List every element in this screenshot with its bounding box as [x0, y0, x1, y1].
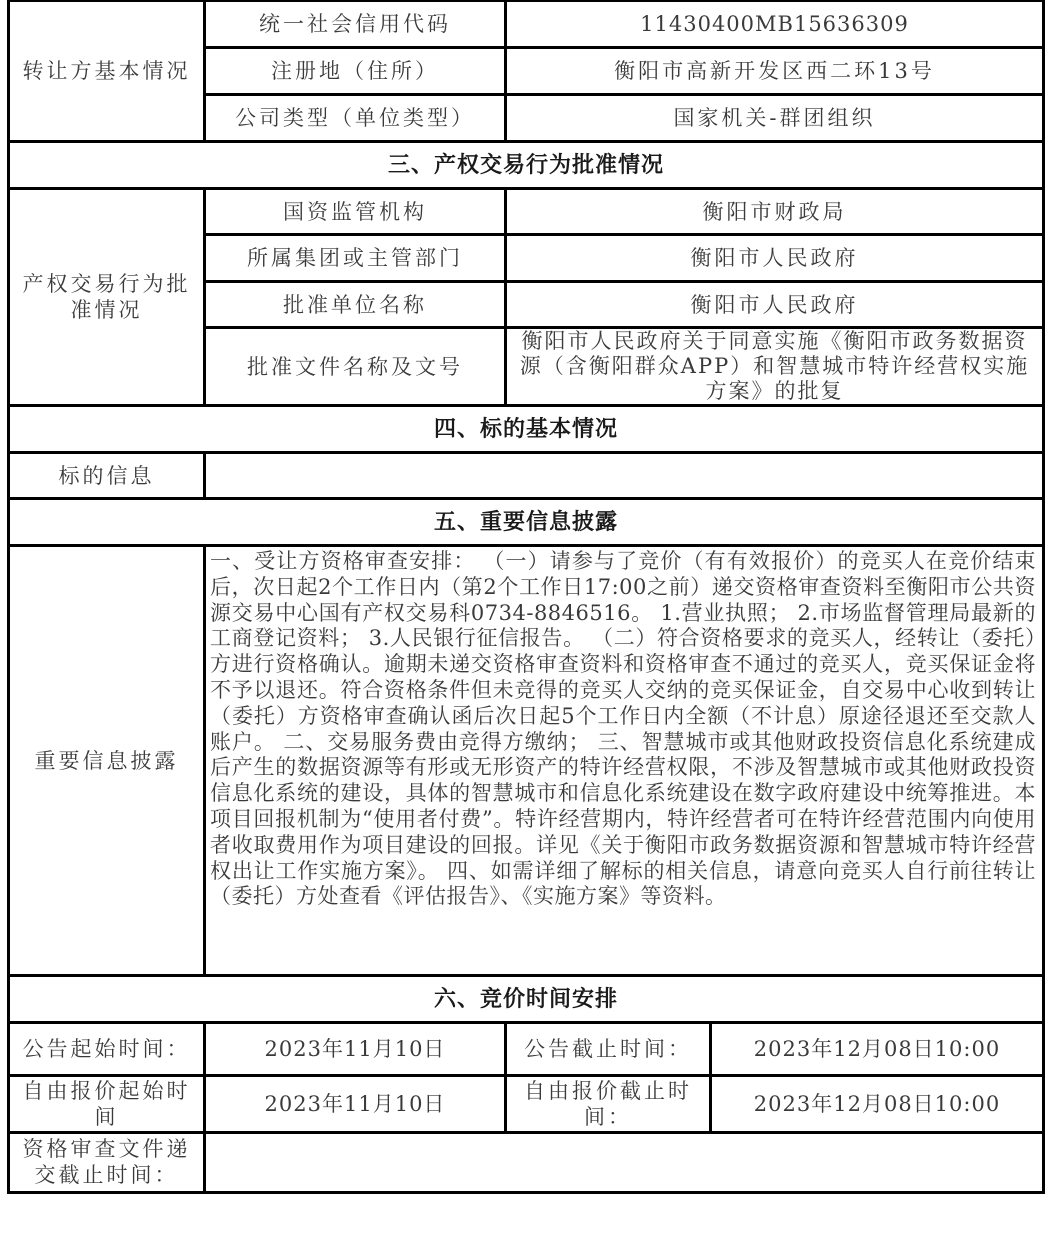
section-6-title: 六、竞价时间安排: [9, 976, 1044, 1023]
section-header-row: [9, 976, 1044, 1023]
approval-group-label: 产权交易行为批准情况: [9, 189, 205, 406]
field-label: 统一社会信用代码: [205, 1, 506, 48]
field-label: 所属集团或主管部门: [205, 235, 506, 282]
field-label: 标的信息: [9, 453, 205, 499]
credit-code-value: 11430400MB15636309: [506, 1, 1044, 48]
section-header-row: [9, 499, 1044, 546]
field-label: 批准文件名称及文号: [205, 328, 506, 406]
schedule-row: [9, 1023, 1044, 1076]
address-value: 衡阳市高新开发区西二环13号: [506, 48, 1044, 95]
subject-info-value: [205, 453, 1044, 499]
announcement-end-value: 2023年12月08日10:00: [711, 1023, 1044, 1076]
disclosure-document: [7, 0, 1042, 1194]
field-label: 公告截止时间：: [506, 1023, 711, 1076]
field-value: 衡阳市人民政府: [506, 282, 1044, 328]
field-value: 衡阳市人民政府: [506, 235, 1044, 282]
transferor-row: [9, 1, 1044, 48]
disclosure-row: [9, 546, 1044, 976]
field-label: 公告起始时间：: [9, 1023, 205, 1076]
field-label: 自由报价截止时间：: [506, 1076, 711, 1133]
approval-document-value: 衡阳市人民政府关于同意实施《衡阳市政务数据资源（含衡阳群众APP）和智慧城市特许经营权实施方案》的批复: [506, 328, 1044, 406]
bid-end-value: 2023年12月08日10:00: [711, 1076, 1044, 1133]
field-label: 重要信息披露: [9, 546, 205, 976]
field-label: 国资监管机构: [205, 189, 506, 235]
subject-row: [9, 453, 1044, 499]
field-value: 衡阳市财政局: [506, 189, 1044, 235]
schedule-row: [9, 1133, 1044, 1193]
section-5-title: 五、重要信息披露: [9, 499, 1044, 546]
section-header-row: [9, 406, 1044, 453]
field-label: 注册地（住所）: [205, 48, 506, 95]
company-type-value: 国家机关-群团组织: [506, 95, 1044, 142]
section-4-title: 四、标的基本情况: [9, 406, 1044, 453]
bid-start-value: 2023年11月10日: [205, 1076, 506, 1133]
section-header-row: [9, 142, 1044, 189]
qualification-deadline-value: [205, 1133, 1044, 1193]
approval-row: [9, 189, 1044, 235]
field-label: 公司类型（单位类型）: [205, 95, 506, 142]
field-label: 资格审查文件递交截止时间：: [9, 1133, 205, 1193]
section-3-title: 三、产权交易行为批准情况: [9, 142, 1044, 189]
schedule-row: [9, 1076, 1044, 1133]
announcement-start-value: 2023年11月10日: [205, 1023, 506, 1076]
field-label: 自由报价起始时间: [9, 1076, 205, 1133]
disclosure-table: [7, 0, 1045, 1194]
disclosure-text: 一、受让方资格审查安排： （一）请参与了竞价（有有效报价）的竞买人在竞价结束后，次日起2个工作日内（第2个工作日17:00之前）递交资格审查资料至衡阳市公共资源交易中心国有产权交易科0734-8846516。 1.营业执照； 2.市场监督管理局最新的工商登记资料； 3.人民银行征信报告。 （二）符合资格要求的竞买人，经转让（委托）方进行资格确认。逾期未递交资格审查资料和资格审查不通过的竞买人，竞买保证金将不予以退还。符合资格条件但未竞得的竞买人交纳的竞买保证金，自交易中心收到转让（委托）方资格审查确认函后次日起5个工作日内全额（不计息）原途径退还至交款人账户。 二、交易服务费由竞得方缴纳； 三、智慧城市或其他财政投资信息化系统建成后产生的数据资源等有形或无形资产的特许经营权限，不涉及智慧城市或其他财政投资信息化系统的建设，具体的智慧城市和信息化系统建设在数字政府建设中统筹推进。本项目回报机制为“使用者付费”。特许经营期内，特许经营者可在特许经营范围内向使用者收取费用作为项目建设的回报。详见《关于衡阳市政务数据资源和智慧城市特许经营权出让工作实施方案》。 四、如需详细了解标的相关信息，请意向竞买人自行前往转让（委托）方处查看《评估报告》、《实施方案》等资料。: [205, 546, 1044, 976]
transferor-group-label: 转让方基本情况: [9, 1, 205, 142]
field-label: 批准单位名称: [205, 282, 506, 328]
